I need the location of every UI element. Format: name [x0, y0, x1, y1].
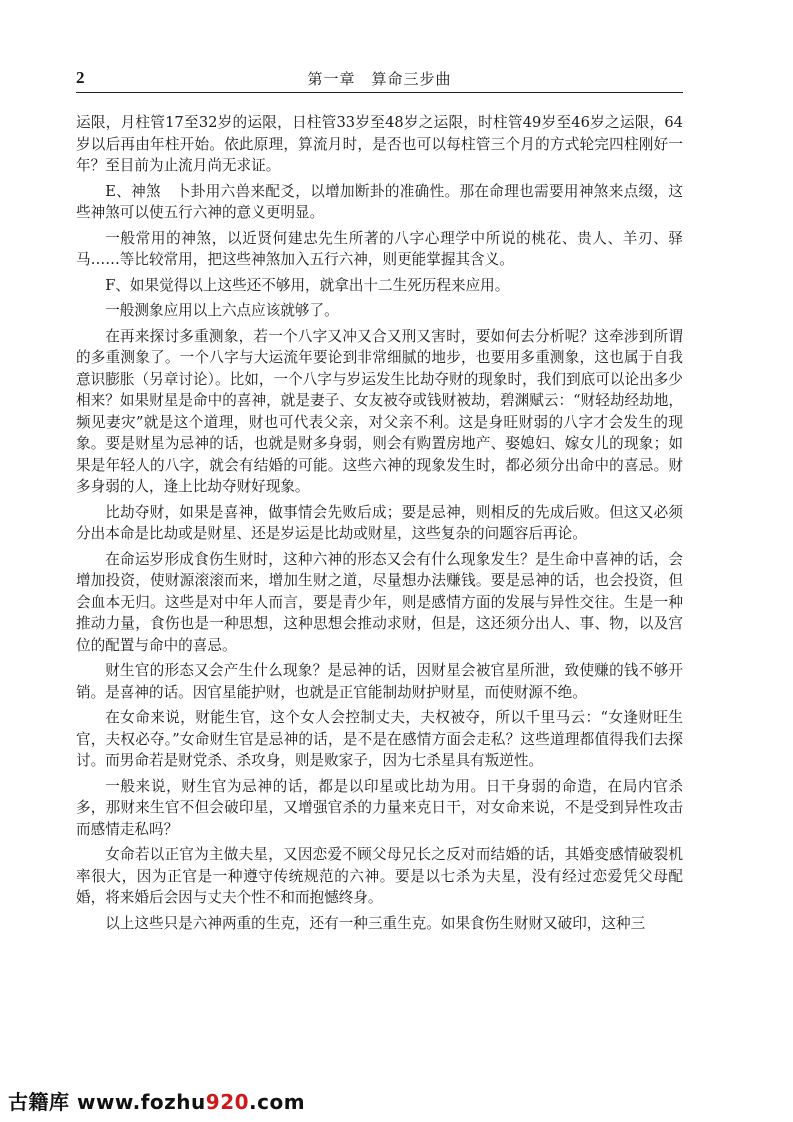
paragraph: 女命若以正官为主做夫星，又因恋爱不顾父母兄长之反对而结婚的话，其婚变感情破裂机率很大，因为正官是一种遵守传统规范的六神。要是以七杀为夫星，没有经过恋爱凭父母配婚，将来婚后会因与丈夫个性不和而抱憾终身。	[76, 846, 683, 906]
paragraph: 一般常用的神煞，以近贤何建忠先生所著的八字心理学中所说的桃花、贵人、羊刃、驿马……等比较常用，把这些神煞加入五行六神，则更能掌握其含义。	[76, 229, 683, 268]
paragraph: 在命运岁形成食伤生财时，这种六神的形态又会有什么现象发生？是生命中喜神的话，会增加投资，使财源滚滚而来，增加生财之道，尽量想办法赚钱。要是忌神的话，也会投资，但会血本无归。这些是对中年人而言，要是青少年，则是感情方面的发展与异性交往。生是一种推动力量，食伤也是一种思想，这种思想会推动求财，但是，这还须分出人、事、物，以及宫位的配置与命中的喜忌。	[76, 550, 683, 654]
paragraph: 以上这些只是六神两重的生克，还有一种三重生克。如果食伤生财财又破印，这种三	[105, 914, 646, 932]
paragraph: 运限，月柱管17至32岁的运限，日柱管33岁至48岁之运限，时柱管49岁至46岁之运限，64岁以后再由年柱开始。依此原理，算流月时，是否也可以每柱管三个月的方式轮完四柱刚好一年？至目前为止流月尚无求证。	[76, 114, 683, 174]
watermark-site-name: 古籍库	[8, 1090, 70, 1114]
page-number: 2	[76, 68, 85, 87]
watermark-url-suffix: .com	[249, 1090, 306, 1114]
watermark-url-prefix: www.fozhu	[76, 1090, 206, 1114]
paragraph: E、神煞 卜卦用六兽来配爻，以增加断卦的准确性。那在命理也需要用神煞来点缀，这些神煞可以使五行六神的意义更明显。	[76, 182, 683, 221]
paragraph: 在再来探讨多重测象，若一个八字又冲又合又刑又害时，要如何去分析呢？这牵涉到所谓的多重测象了。一个八字与大运流年要论到非常细腻的地步，也要用多重测象，这也属于自我意识膨胀（另章讨论）。比如，一个八字与岁运发生比劫夺财的现象时，我们到底可以论出多少相来？如果财星是命中的喜神，就是妻子、女友被夺或钱财被劫，碧渊赋云：“财轻劫经劫地，频见妻灾”就是这个道理，财也可代表父亲，对父亲不利。这是身旺财弱的八字才会发生的现象。要是财星为忌神的话，也就是财多身弱，则会有购置房地产、娶媳妇、嫁女儿的现象；如果是年轻人的八字，就会有结婚的可能。这些六神的现象发生时，都必须分出命中的喜忌。财多身弱的人，逢上比劫夺财好现象。	[76, 327, 683, 495]
page-header	[76, 66, 683, 90]
header-rule	[76, 92, 683, 93]
paragraph: 财生官的形态又会产生什么现象？是忌神的话，因财星会被官星所泄，致使赚的钱不够开销。是喜神的话。因官星能护财，也就是正官能制劫财护财星，而使财源不绝。	[76, 662, 683, 701]
chapter-title: 第一章 算命三步曲	[307, 70, 452, 88]
watermark-url	[77, 1090, 305, 1114]
watermark-url-number: 920	[205, 1090, 250, 1114]
watermark-footer	[8, 1086, 305, 1115]
paragraph: 比劫夺财，如果是喜神，做事情会先败后成；要是忌神，则相反的先成后败。但这又必须分出本命是比劫或是财星、还是岁运是比劫或财星，这些复杂的问题容后再论。	[76, 503, 683, 542]
paragraph: 一般测象应用以上六点应该就够了。	[105, 302, 339, 319]
paragraph: F、如果觉得以上这些还不够用，就拿出十二生死历程来应用。	[105, 276, 510, 294]
paragraph: 在女命来说，财能生官，这个女人会控制丈夫，夫权被夺，所以千里马云：“女逢财旺生官，夫权必夺。”女命财生官是忌神的话，是不是在感情方面会走私？这些道理都值得我们去探讨。而男命若是财党杀、杀攻身，则是败家子，因为七杀星具有叛逆性。	[76, 709, 683, 769]
paragraph: 一般来说，财生官为忌神的话，都是以印星或比劫为用。日干身弱的命造，在局内官杀多，那财来生官不但会破印星，又增强官杀的力量来克日干，对女命来说，不是受到异性攻击而感情走私吗？	[76, 777, 683, 838]
body-text	[76, 112, 683, 938]
